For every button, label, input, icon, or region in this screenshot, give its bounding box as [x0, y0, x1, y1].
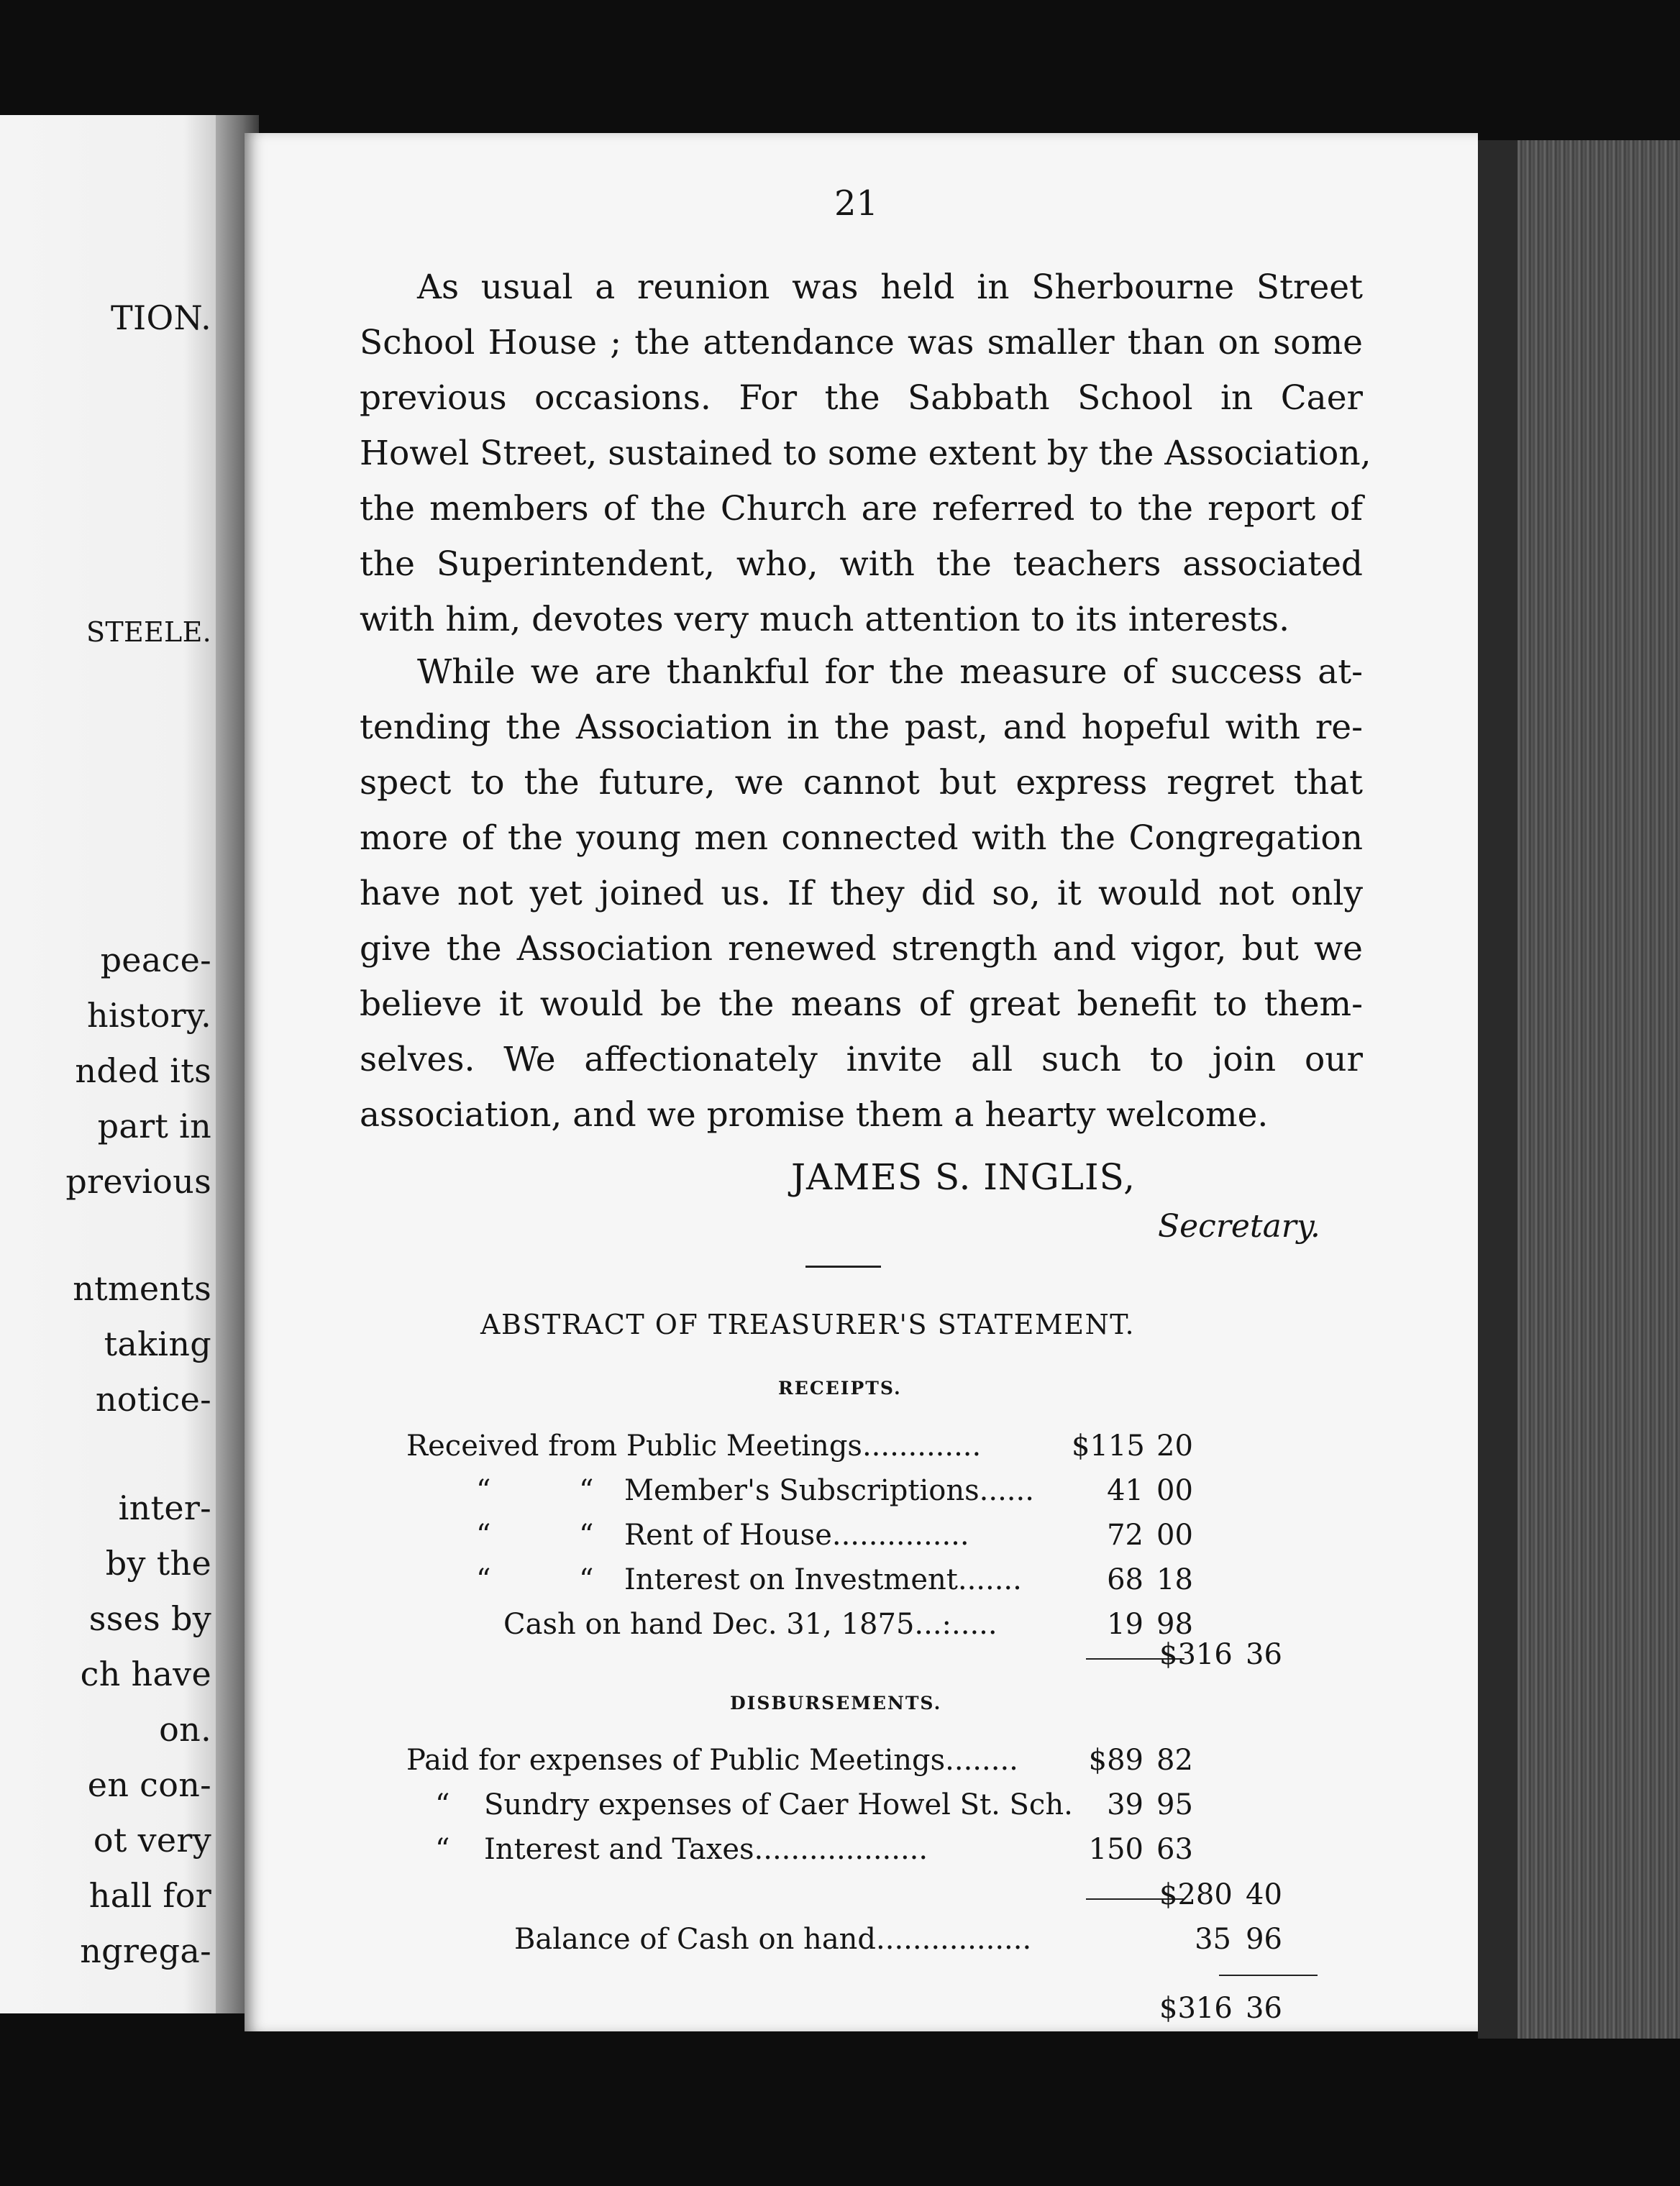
- receipt-dollars: 72: [1107, 1519, 1143, 1552]
- paragraph-line: Howel Street, sustained to some extent by the Association,: [360, 434, 1371, 473]
- paragraph-line: believe it would be the means of great benefit to them-: [360, 984, 1363, 1024]
- receipt-dollars: 68: [1107, 1563, 1143, 1596]
- total-rule: [1219, 1975, 1318, 1976]
- paragraph-line: While we are thankful for the measure of success at-: [417, 652, 1363, 692]
- grand-total-dollars: $316: [1159, 1992, 1233, 2025]
- left-fragment: peace-: [100, 941, 211, 979]
- left-fragment: en con-: [87, 1765, 211, 1804]
- left-fragment: hall for: [88, 1876, 211, 1915]
- left-fragment: ot very: [93, 1821, 211, 1860]
- receipt-dollars: 41: [1107, 1474, 1143, 1507]
- paragraph-line: give the Association renewed strength and vigor, but we: [360, 929, 1363, 969]
- paragraph-line: As usual a reunion was held in Sherbourne Street: [417, 267, 1363, 307]
- disbursement-cents: 82: [1156, 1744, 1193, 1777]
- disbursements-heading: DISBURSEMENTS.: [730, 1693, 942, 1714]
- left-fragment: history.: [86, 996, 211, 1035]
- receipt-cents: 00: [1156, 1519, 1193, 1552]
- left-fragment: by the: [105, 1544, 211, 1583]
- disbursement-dollars: 150: [1088, 1833, 1143, 1866]
- disbursement-cents: 63: [1156, 1833, 1193, 1866]
- left-fragment: ch have: [80, 1655, 211, 1693]
- receipt-dollars: 19: [1107, 1608, 1143, 1641]
- page-number: 21: [834, 183, 879, 224]
- paragraph-line: selves. We affectionately invite all such to join our: [360, 1040, 1363, 1079]
- receipt-cents: 18: [1156, 1563, 1193, 1596]
- disbursement-dollars: 39: [1107, 1788, 1143, 1821]
- paragraph-line: the Superintendent, who, with the teachers associated: [360, 544, 1363, 584]
- ditto-mark: “: [579, 1563, 594, 1596]
- left-fragment: sses by: [88, 1599, 211, 1638]
- paragraph-line: previous occasions. For the Sabbath School in Caer: [360, 378, 1363, 418]
- receipt-cents: 00: [1156, 1474, 1193, 1507]
- disbursement-dollars: $89: [1088, 1744, 1143, 1777]
- paragraph-line: School House ; the attendance was smaller than on some: [360, 323, 1363, 362]
- receipts-total-dollars: $316: [1159, 1638, 1233, 1671]
- receipt-label: Member's Subscriptions......: [624, 1474, 1034, 1507]
- receipts-heading: RECEIPTS.: [778, 1378, 902, 1399]
- left-fragment: inter-: [118, 1488, 211, 1527]
- receipt-dollars: $115: [1072, 1430, 1145, 1463]
- balance-cents: 96: [1246, 1923, 1282, 1956]
- receipt-label: Rent of House...............: [624, 1519, 969, 1552]
- paragraph-line: tending the Association in the past, and hopeful with re-: [360, 708, 1363, 747]
- paragraph-line: have not yet joined us. If they did so, it would not only: [360, 874, 1363, 913]
- paragraph-line: association, and we promise them a hearty welcome.: [360, 1095, 1269, 1135]
- receipt-cents: 20: [1156, 1430, 1193, 1463]
- paragraph-line: spect to the future, we cannot but express regret that: [360, 763, 1363, 802]
- receipt-label: Received from Public Meetings.............: [406, 1430, 982, 1463]
- disbursement-label: Interest and Taxes...................: [484, 1833, 928, 1866]
- left-fragment: notice-: [95, 1380, 211, 1419]
- disbursements-total-cents: 40: [1246, 1878, 1282, 1911]
- balance-label: Balance of Cash on hand.................: [514, 1923, 1032, 1956]
- disbursement-label: Sundry expenses of Caer Howel St. Sch.: [484, 1788, 1073, 1821]
- left-facing-page: [0, 115, 216, 2013]
- left-fragment: part in: [97, 1107, 211, 1145]
- signature-title: Secretary.: [1158, 1208, 1320, 1245]
- receipt-cents: 98: [1156, 1608, 1193, 1641]
- paragraph-line: the members of the Church are referred to the report of: [360, 489, 1363, 529]
- left-fragment: taking: [104, 1325, 211, 1363]
- left-fragment: ngrega-: [80, 1931, 211, 1970]
- receipt-label: Cash on hand Dec. 31, 1875...:.....: [503, 1608, 998, 1641]
- left-fragment: TION.: [111, 298, 211, 337]
- ditto-mark: “: [476, 1563, 491, 1596]
- signature-name: JAMES S. INGLIS,: [791, 1156, 1136, 1198]
- receipt-label: Interest on Investment.......: [624, 1563, 1022, 1596]
- left-fragment: on.: [159, 1710, 211, 1749]
- ditto-mark: “: [476, 1474, 491, 1507]
- receipts-total-cents: 36: [1246, 1638, 1282, 1671]
- grand-total-cents: 36: [1246, 1992, 1282, 2025]
- ditto-mark: “: [435, 1788, 450, 1821]
- left-fragment: ntments: [73, 1269, 211, 1308]
- ditto-mark: “: [435, 1833, 450, 1866]
- disbursements-total-dollars: $280: [1159, 1878, 1233, 1911]
- ditto-mark: “: [476, 1519, 491, 1552]
- balance-dollars: 35: [1195, 1923, 1231, 1956]
- disbursement-cents: 95: [1156, 1788, 1193, 1821]
- left-fragment: previous: [65, 1162, 211, 1201]
- paragraph-line: more of the young men connected with the Congregation: [360, 818, 1363, 858]
- paragraph-line: with him, devotes very much attention to its interests.: [360, 600, 1290, 639]
- cover-edge: [1478, 140, 1517, 2039]
- section-divider: [805, 1266, 881, 1268]
- left-fragment: STEELE.: [86, 616, 211, 648]
- ditto-mark: “: [579, 1519, 594, 1552]
- statement-title: ABSTRACT OF TREASURER'S STATEMENT.: [480, 1309, 1136, 1340]
- disbursement-label: Paid for expenses of Public Meetings........: [406, 1744, 1018, 1777]
- left-fragment: nded its: [75, 1051, 211, 1090]
- ditto-mark: “: [579, 1474, 594, 1507]
